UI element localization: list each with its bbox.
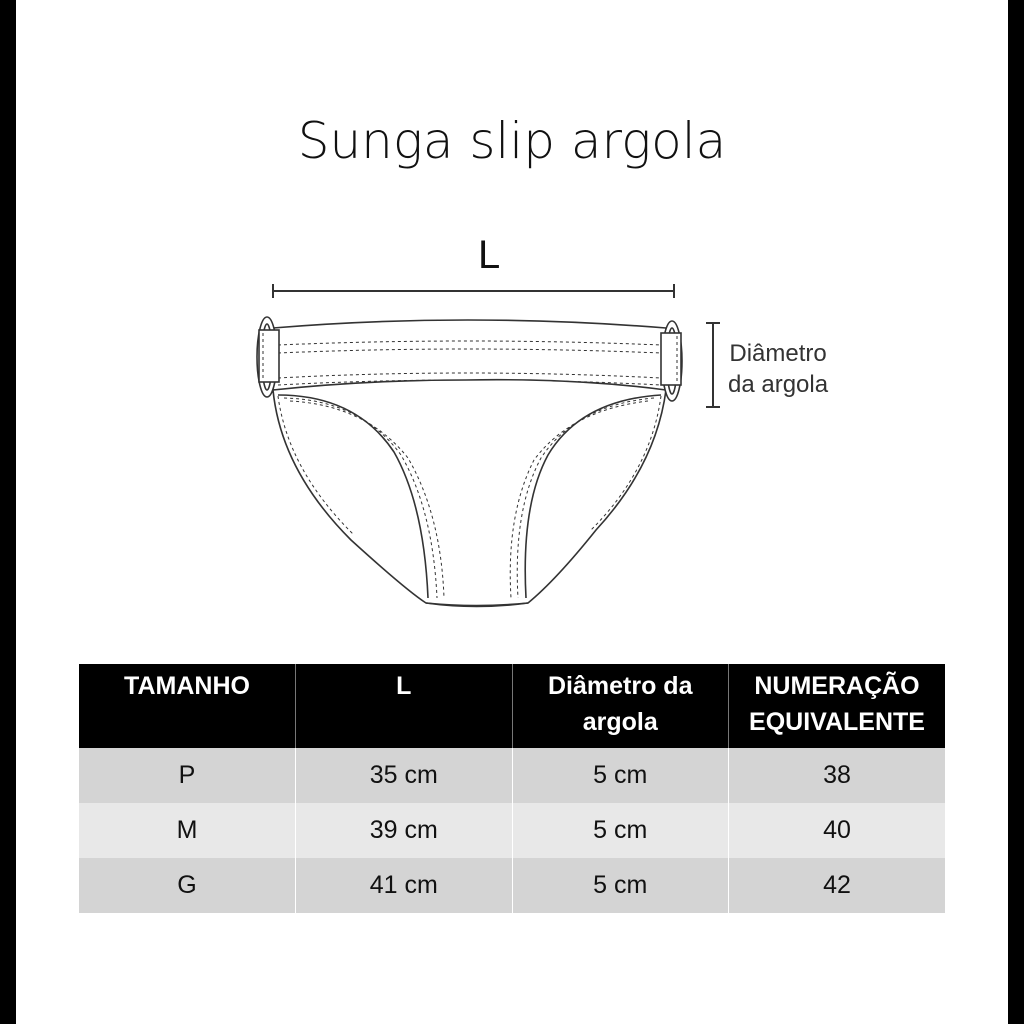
table-row [79, 748, 945, 803]
table-row [79, 858, 945, 913]
cell-l: 41 cm [296, 858, 513, 913]
cell-size: G [79, 858, 296, 913]
ring-label-line1: Diâmetro [729, 340, 827, 367]
cell-num: 40 [729, 803, 946, 858]
page-title: Sunga slip argola [297, 112, 727, 170]
cell-size: P [79, 748, 296, 803]
header-size [79, 664, 296, 748]
cell-num: 38 [729, 748, 946, 803]
table-row [79, 803, 945, 858]
header-line: TAMANHO [124, 672, 250, 700]
cell-l: 35 cm [296, 748, 513, 803]
cell-ring: 5 cm [512, 748, 729, 803]
size-table [79, 664, 945, 913]
ring-right-icon [661, 321, 682, 401]
header-line: Diâmetro da [548, 672, 693, 700]
header-equivalent-number [729, 664, 946, 748]
swim-brief-outline-icon [16, 0, 1008, 660]
header-line: NUMERAÇÃO [754, 672, 920, 700]
table-header-row [79, 664, 945, 748]
cell-num: 42 [729, 858, 946, 913]
cell-size: M [79, 803, 296, 858]
ring-label-line2: da argola [728, 371, 829, 398]
width-dimension-line [273, 284, 674, 298]
ring-diameter-label [728, 338, 828, 400]
cell-ring: 5 cm [512, 858, 729, 913]
header-l [296, 664, 513, 748]
header-ring-diameter [512, 664, 729, 748]
header-line: argola [582, 708, 658, 736]
width-label: L [478, 233, 501, 277]
page-canvas [16, 0, 1008, 1024]
cell-l: 39 cm [296, 803, 513, 858]
header-line: EQUIVALENTE [749, 708, 925, 736]
ring-dimension-line [706, 323, 720, 407]
cell-ring: 5 cm [512, 803, 729, 858]
header-line: L [396, 672, 412, 700]
garment-outline [273, 320, 666, 607]
